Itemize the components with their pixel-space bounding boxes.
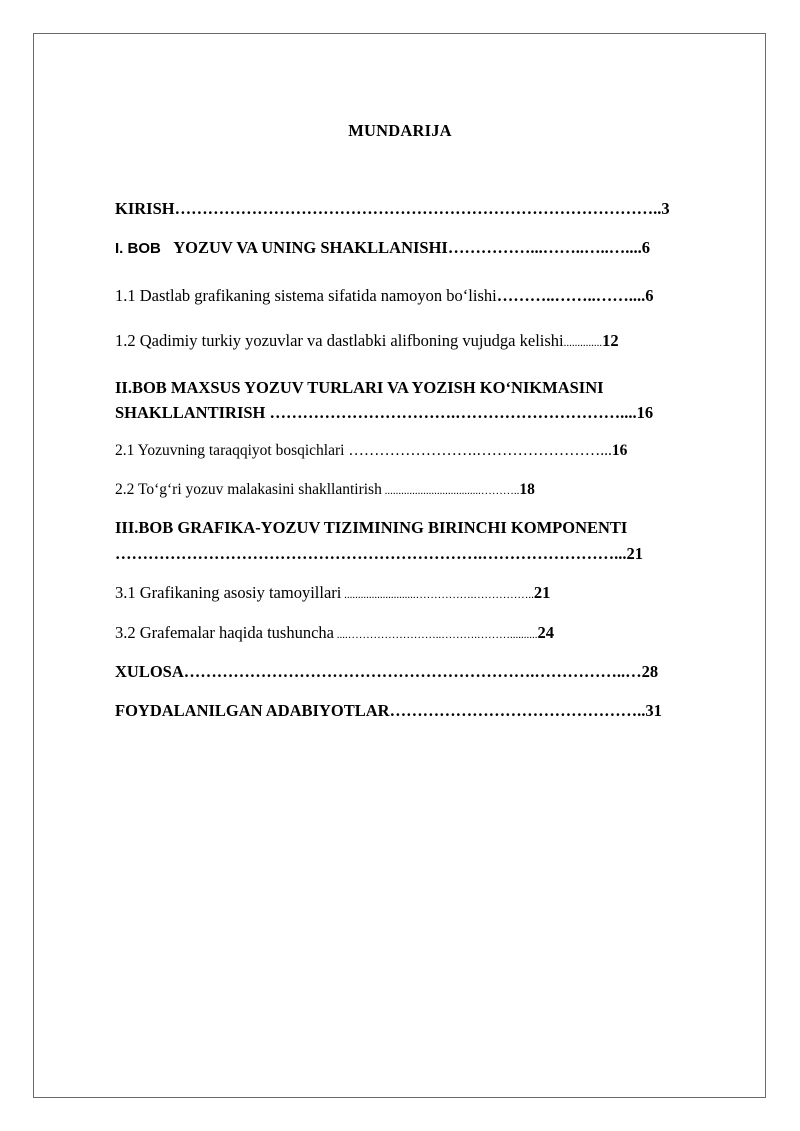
toc-entry-text: SHAKLLANTIRISH …………………………….…………………………....16	[115, 403, 654, 422]
toc-entry-text: 1.2 Qadimiy turkiy yozuvlar va dastlabki alifboning vujudga kelishi	[115, 331, 564, 350]
page-border	[33, 33, 766, 1098]
page-title: MUNDARIJA	[348, 121, 452, 140]
toc-entry-page: 12	[602, 331, 619, 350]
toc-entry-adabiyotlar	[115, 701, 662, 721]
toc-entry-dots: ..............	[563, 337, 603, 349]
toc-entry-text: 1.1 Dastlab grafikaning sistema sifatida namoyon bo‘lishi	[115, 286, 497, 305]
toc-entry-page: 21	[533, 583, 551, 602]
toc-entry-bob-3-line-2	[115, 544, 643, 564]
toc-entry-text: III.BOB GRAFIKA-YOZUV TIZIMINING BIRINCHI KOMPONENTI	[115, 518, 628, 537]
toc-entry-2-2	[115, 480, 535, 501]
toc-entry-text: XULOSA……………………………………………………….……………..…28	[115, 662, 659, 681]
toc-entry-kirish	[115, 199, 670, 219]
toc-entry-text: 3.1 Grafikaning asosiy tamoyillari	[115, 583, 342, 602]
toc-entry-text: FOYDALANILGAN ADABIYOTLAR………………………………………..31	[115, 701, 662, 720]
toc-entry-3-2	[115, 623, 554, 645]
toc-entry-page: 24	[537, 623, 554, 642]
toc-entry-text: 2.2 To‘g‘ri yozuv malakasini shakllantirish	[115, 481, 382, 498]
toc-entry-xulosa	[115, 662, 658, 682]
toc-entry-dots: ..........................…………….……………..	[341, 589, 534, 601]
toc-entry-page: 16	[611, 442, 628, 459]
toc-entry-3-1	[115, 583, 550, 605]
toc-entry-text: 2.1 Yozuvning taraqqiyot bosqichlari …………………….……………………...	[115, 442, 612, 459]
toc-entry-text: KIRISH……………………………………………………………………………..3	[115, 199, 670, 218]
toc-entry-1-1	[115, 286, 653, 306]
toc-entry-bob-2-line-1	[115, 378, 604, 398]
toc-entry-text: II.BOB MAXSUS YOZUV TURLARI VA YOZISH KO‘NIKMASINI	[115, 378, 604, 397]
toc-entry-text: 3.2 Grafemalar haqida tushuncha	[115, 623, 334, 642]
toc-entry-bob-3-line-1	[115, 518, 627, 538]
toc-entry-page: 18	[519, 481, 535, 498]
toc-entry-bob-2-line-2	[115, 403, 653, 423]
toc-entry-text: ………………………………………………………….……………………...21	[115, 544, 643, 563]
toc-entry-bob-1	[115, 238, 650, 259]
toc-entry-prefix: I. BOB	[115, 240, 161, 257]
toc-entry-2-1	[115, 441, 627, 461]
toc-entry-dots: ...................................………..	[381, 485, 520, 497]
toc-entry-text: YOZUV VA UNING SHAKLLANISHI……………...……..…..…....6	[173, 238, 650, 257]
toc-entry-dots: ....……………………..……….………..........	[334, 629, 538, 641]
toc-entry-dots-page: ………..……..……....6	[496, 286, 654, 305]
toc-entry-1-2	[115, 331, 619, 353]
